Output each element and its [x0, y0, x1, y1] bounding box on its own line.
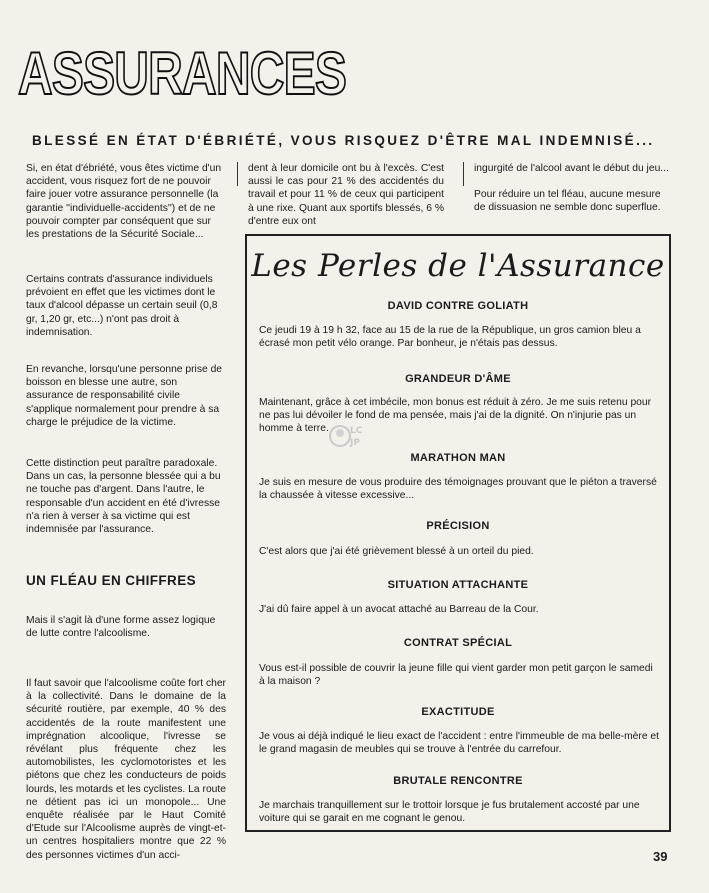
perle-body: Vous est-il possible de couvrir la jeune fille qui vient garder mon petit garçon le samedi à la maison ?: [259, 663, 653, 687]
paragraph-block: [26, 457, 226, 536]
article-column-2: [248, 162, 444, 228]
perle-title: SITUATION ATTACHANTE: [387, 579, 529, 591]
paragraph-block: [26, 273, 226, 339]
paragraph: Mais il s'agit là d'une forme assez logique de lutte contre l'alcoolisme.: [26, 615, 216, 640]
article-column-1: [26, 162, 226, 241]
paragraph-block: [26, 677, 226, 862]
article-headline: BLESSÉ EN ÉTAT D'ÉBRIÉTÉ, VOUS RISQUEZ D'ÊTRE MAL INDEMNISÉ...: [32, 133, 655, 148]
paragraph: Il faut savoir que l'alcoolisme coûte fort cher à la collectivité. Dans le domaine de la sécurité routière, par exemple, 40 % des accidentés de la route manifestent une imprégnation alcoolique, l'ivresse se révélant plus fréquente chez les automobilistes, les cyclomotoristes et les piétons que chez les conducteurs de poids lourds, les motards et les cyclistes. La route ne détient pas ici un monopole... Une enquête réalisée par le Haut Comité d'Etude sur l'Alcoolisme auprès de vingt-et-un centres hospitaliers montre que 22 % des personnes victimes d'un acci-: [26, 678, 226, 861]
paragraph: Certains contrats d'assurance individuels prévoient en effet que les victimes dont le taux d'alcool dépasse un certain seuil (0,8 gr, 1,20 gr, etc...) n'ont pas droit à indemnisation.: [26, 274, 218, 338]
perle-title: CONTRAT SPÉCIAL: [403, 637, 513, 649]
column-divider: [237, 162, 238, 186]
perle-body: Je suis en mesure de vous produire des témoignages prouvant que le piéton a traversé la chaussée à vitesse excessive...: [259, 477, 657, 501]
paragraph: dent à leur domicile ont bu à l'excès. C'est aussi le cas pour 21 % des accidentés du travail et pour 11 % de ceux qui participent à une rixe. Quant aux sportifs blessés, 6 % d'entre eux ont: [248, 163, 444, 227]
paragraph-block: [26, 363, 226, 429]
perles-box: [245, 234, 671, 832]
perle-title: BRUTALE RENCONTRE: [393, 775, 523, 787]
perle-body: Je vous ai déjà indiqué le lieu exact de l'accident : entre l'immeuble de ma belle-mère et le grand magasin de meubles qui se trouve à l'entrée du carrefour.: [259, 731, 660, 755]
perles-title: Les Perles de l'Assurance: [251, 248, 665, 284]
watermark-stamp-icon: [326, 415, 368, 457]
perle-body: C'est alors que j'ai été grièvement blessé à un orteil du pied.: [259, 546, 534, 557]
paragraph: Pour réduire un tel fléau, aucune mesure de dissuasion ne semble donc superflue.: [474, 189, 661, 214]
column-divider: [463, 162, 464, 186]
perle-body: Maintenant, grâce à cet imbécile, mon bonus est réduit à zéro. Je me suis retenu pour ne pas lui dévoiler le fond de ma pensée, mais j'ai de la dignité. On n'injurie pas un homme à terre.: [259, 397, 652, 434]
perle-body: Je marchais tranquillement sur le trottoir lorsque je fus brutalement accosté par une voiture qui se garait en me cognant le genou.: [259, 800, 640, 824]
perle-title: PRÉCISION: [426, 520, 490, 532]
page-banner: ASSURANCES: [18, 40, 347, 107]
paragraph-block: [26, 614, 226, 640]
paragraph: Si, en état d'ébriété, vous êtes victime d'un accident, vous risquez fort de ne pouvoir faire jouer votre assurance personnelle (la garantie ''individuelle-accidents'') et de ne pouvoir compter par conséquent que sur les prestations de la Sécurité Sociale...: [26, 163, 222, 241]
article-column-3: [474, 162, 674, 215]
perle-body: Ce jeudi 19 à 19 h 32, face au 15 de la rue de la République, un gros camion bleu a écrasé mon petit vélo orange. Par bonheur, je n'étais pas dessus.: [259, 325, 641, 349]
paragraph: Cette distinction peut paraître paradoxale. Dans un cas, la personne blessée qui a bu ne touche pas d'argent. Dans l'autre, le responsable d'un accident en été d'ivresse n'a rien à verser à sa victime qui est indemnisée par l'assurance.: [26, 458, 221, 536]
section-subhead: UN FLÉAU EN CHIFFRES: [26, 573, 196, 588]
page-number: 39: [653, 849, 668, 864]
paragraph: ingurgité de l'alcool avant le début du jeu...: [474, 163, 669, 174]
paragraph: En revanche, lorsqu'une personne prise de boisson en blesse une autre, son assurance de responsabilité civile s'applique normalement pour prendre à sa charge le préjudice de la victime.: [26, 364, 223, 428]
perle-title: EXACTITUDE: [421, 706, 495, 718]
perle-title: GRANDEUR D'ÂME: [405, 373, 511, 385]
watermark-text-top: LC: [350, 426, 363, 436]
perle-title: DAVID CONTRE GOLIATH: [387, 300, 529, 312]
perle-title: MARATHON MAN: [410, 452, 506, 464]
watermark-text-bottom: JP: [350, 438, 360, 448]
perle-body: J'ai dû faire appel à un avocat attaché au Barreau de la Cour.: [259, 604, 539, 615]
